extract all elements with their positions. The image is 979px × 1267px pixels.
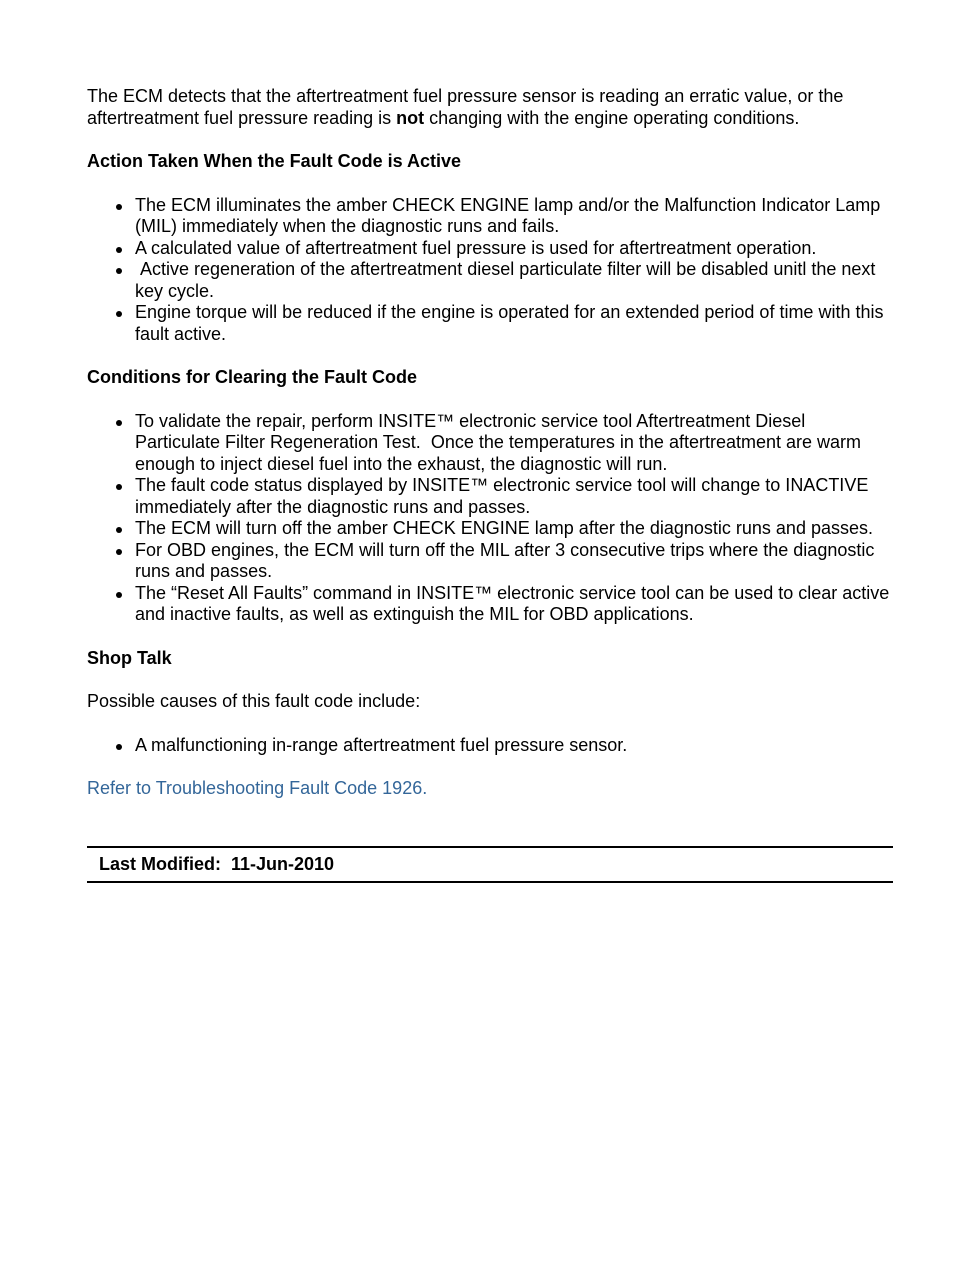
intro-text-end: changing with the engine operating conditions. bbox=[424, 107, 800, 128]
clearing-list bbox=[87, 411, 893, 626]
list-item: A malfunctioning in-range aftertreatment fuel pressure sensor. bbox=[87, 735, 893, 757]
list-item: The ECM illuminates the amber CHECK ENGINE lamp and/or the Malfunction Indicator Lamp (MIL) immediately when the diagnostic runs and fails. bbox=[87, 195, 893, 238]
list-item: The ECM will turn off the amber CHECK ENGINE lamp after the diagnostic runs and passes. bbox=[87, 518, 893, 540]
intro-paragraph bbox=[87, 86, 893, 129]
last-modified-bar bbox=[87, 846, 893, 883]
list-item: For OBD engines, the ECM will turn off the MIL after 3 consecutive trips where the diagnostic runs and passes. bbox=[87, 540, 893, 583]
list-item: Active regeneration of the aftertreatment diesel particulate filter will be disabled unitl the next key cycle. bbox=[87, 259, 893, 302]
list-item: The “Reset All Faults” command in INSITE™ electronic service tool can be used to clear active and inactive faults, as well as extinguish the MIL for OBD applications. bbox=[87, 583, 893, 626]
shop-talk-list bbox=[87, 735, 893, 757]
intro-emphasis: not bbox=[396, 107, 425, 128]
list-item: To validate the repair, perform INSITE™ electronic service tool Aftertreatment Diesel Particulate Filter Regeneration Test. Once the temperatures in the aftertreatment are warm enough to inject diesel fuel into the exhaust, the diagnostic will run. bbox=[87, 411, 893, 476]
clearing-heading: Conditions for Clearing the Fault Code bbox=[87, 367, 417, 387]
troubleshooting-link[interactable]: Refer to Troubleshooting Fault Code 1926. bbox=[87, 778, 428, 798]
last-modified-text: Last Modified: 11-Jun-2010 bbox=[99, 854, 335, 874]
shop-talk-intro: Possible causes of this fault code include: bbox=[87, 691, 421, 711]
list-item: A calculated value of aftertreatment fuel pressure is used for aftertreatment operation. bbox=[87, 238, 893, 260]
action-list bbox=[87, 195, 893, 346]
list-item: Engine torque will be reduced if the engine is operated for an extended period of time with this fault active. bbox=[87, 302, 893, 345]
list-item: The fault code status displayed by INSITE™ electronic service tool will change to INACTIVE immediately after the diagnostic runs and passes. bbox=[87, 475, 893, 518]
document-content bbox=[87, 86, 893, 822]
intro-text-start: The ECM detects that the aftertreatment fuel pressure sensor is reading an erratic value, or the aftertreatment fuel pressure reading is bbox=[87, 86, 844, 128]
shop-talk-heading: Shop Talk bbox=[87, 647, 172, 668]
action-heading: Action Taken When the Fault Code is Active bbox=[87, 151, 462, 171]
